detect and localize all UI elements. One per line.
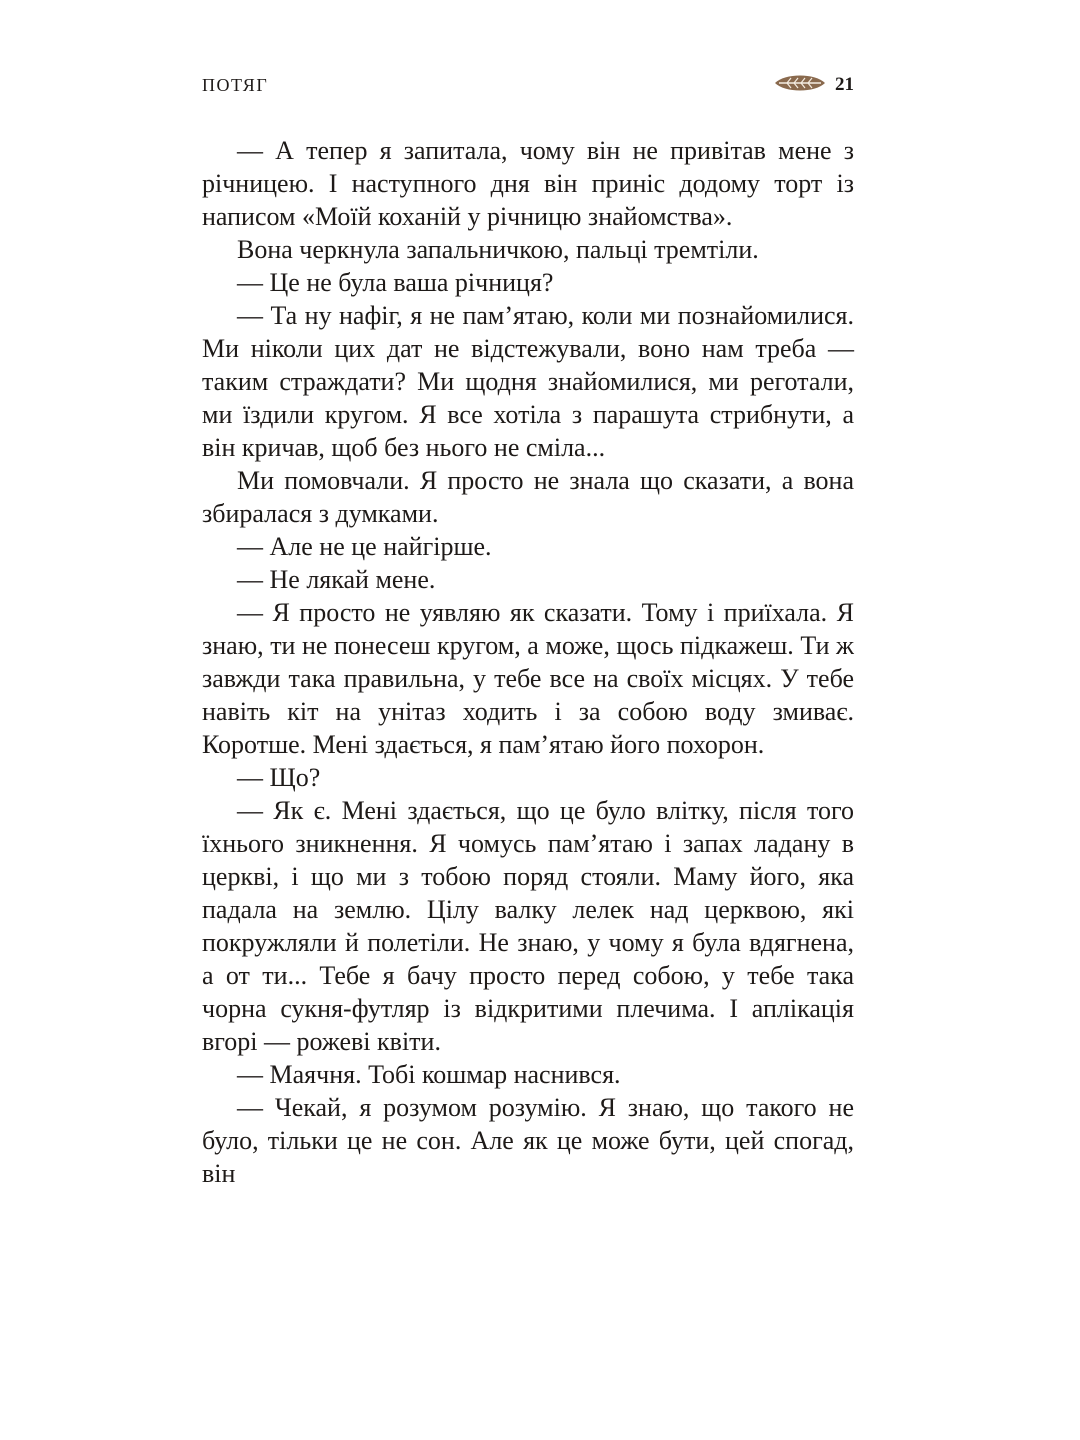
- paragraph: — А тепер я запитала, чому він не привітав мене з річницею. І наступного дня він приніс додому торт із написом «Моїй коханій у річницю знайомства».: [202, 136, 854, 231]
- running-head: [202, 70, 854, 104]
- paragraph: — Що?: [237, 763, 321, 792]
- paragraph: — Я просто не уявляю як сказати. Тому і приїхала. Я знаю, ти не понесеш кругом, а може, щось підкажеш. Ти ж завжди така правильна, у тебе все на своїх місцях. У тебе навіть кіт на унітаз ходить і за собою воду змиває. Коротше. Мені здається, я пам’ятаю його похорон.: [202, 598, 854, 759]
- body-text: [202, 134, 854, 1190]
- paragraph: — Не лякай мене.: [237, 565, 436, 594]
- paragraph: Вона черкнула запальничкою, пальці тремтіли.: [237, 235, 759, 264]
- paragraph: — Як є. Мені здається, що це було влітку, після того їхнього зникнення. Я чомусь пам’ятаю і запах ладану в церкві, і що ми з тобою поряд стояли. Маму його, яка падала на землю. Цілу валку лелек над церквою, які покружляли й полетіли. Не знаю, у чому я була вдягнена, а от ти... Тебе я бачу просто перед собою, у тебе така чорна сукня-футляр із відкритими плечима. І аплікація вгорі — рожеві квіти.: [202, 796, 854, 1056]
- leaf-ornament-icon: [773, 72, 827, 94]
- paragraph: — Маячня. Тобі кошмар наснився.: [237, 1060, 621, 1089]
- paragraph: — Та ну нафіг, я не пам’ятаю, коли ми познайомилися. Ми ніколи цих дат не відстежували, воно нам треба — таким страждати? Ми щодня знайомилися, ми реготали, ми їздили кругом. Я все хотіла з парашута стрибнути, а він кричав, щоб без нього не сміла...: [202, 301, 854, 462]
- paragraph: Ми помовчали. Я просто не знала що сказати, а вона збиралася з думками.: [202, 466, 854, 528]
- paragraph: — Чекай, я розумом розумію. Я знаю, що такого не було, тільки це не сон. Але як це може бути, цей спогад, він: [202, 1093, 854, 1188]
- page-number: 21: [835, 74, 854, 95]
- running-title: ПОТЯГ: [202, 75, 269, 95]
- paragraph: — Це не була ваша річниця?: [237, 268, 554, 297]
- paragraph: — Але не це найгірше.: [237, 532, 492, 561]
